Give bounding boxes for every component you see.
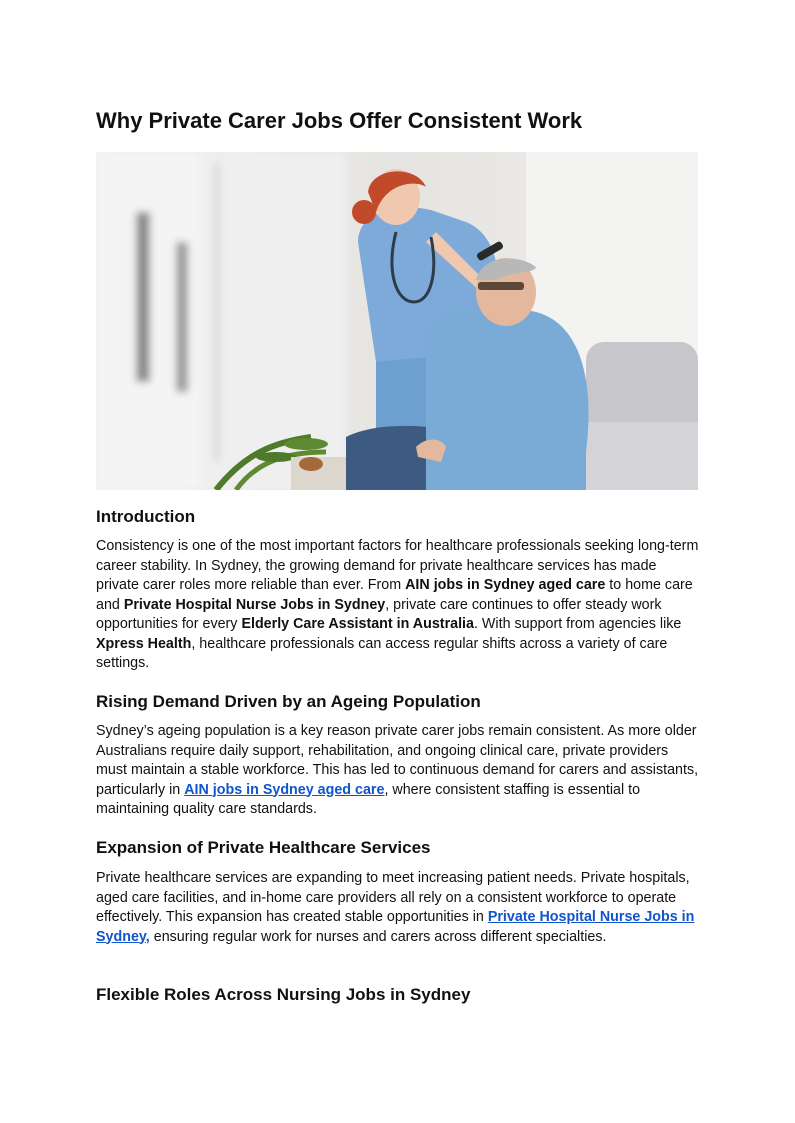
section-heading-flexible-roles: Flexible Roles Across Nursing Jobs in Sydney xyxy=(96,985,471,1004)
link-ain-jobs-sydney-aged-care[interactable]: AIN jobs in Sydney aged care xyxy=(184,781,385,798)
intro-text-2: to home care and xyxy=(96,577,693,613)
paragraph-rising-demand xyxy=(96,722,700,820)
page-title: Why Private Carer Jobs Offer Consistent Work xyxy=(96,108,583,133)
section-heading-introduction: Introduction xyxy=(96,507,196,526)
intro-bold-ain-jobs: AIN jobs in Sydney aged care xyxy=(405,577,606,593)
paragraph-introduction xyxy=(96,537,700,674)
intro-text-4: . With support from agencies like xyxy=(473,616,682,632)
intro-bold-xpress-health: Xpress Health xyxy=(96,635,192,652)
section-heading-rising-demand: Rising Demand Driven by an Ageing Population xyxy=(96,692,481,711)
link-private-hospital-nurse-jobs[interactable]: Private Hospital Nurse Jobs in Sydney, xyxy=(96,909,695,945)
demand-text-1: Sydney’s ageing population is a key reason private carer jobs remain consistent. As more older Australians require daily support, rehabilitation, and ongoing clinical care, private providers must maintain a stable workforce. This has led to continuous demand for carers and assistants, particularly in xyxy=(96,723,699,798)
demand-text-2: , where consistent staffing is essential to maintaining quality care standards. xyxy=(96,781,641,817)
section-heading-expansion: Expansion of Private Healthcare Services xyxy=(96,838,431,857)
paragraph-expansion xyxy=(96,869,700,947)
intro-bold-elderly-care: Elderly Care Assistant in Australia xyxy=(241,616,474,632)
expansion-text-1: Private healthcare services are expanding to meet increasing patient needs. Private hospitals, aged care facilities, and in-home care providers all rely on a consistent workforce to operate effectively. This expansion has created stable opportunities in xyxy=(96,870,690,925)
intro-text-3: , private care continues to offer steady work opportunities for every xyxy=(96,596,662,632)
intro-text-1: Consistency is one of the most important factors for healthcare professionals seeking long-term career stability. In Sydney, the growing demand for private healthcare services has made private carer roles more reliable than ever. From xyxy=(96,538,699,593)
hero-illustration xyxy=(96,152,698,490)
hero-image xyxy=(96,152,698,490)
expansion-text-2: ensuring regular work for nurses and carers across different specialties. xyxy=(149,928,607,945)
intro-text-5: , healthcare professionals can access regular shifts across a variety of care settings. xyxy=(96,635,668,671)
intro-bold-private-hospital: Private Hospital Nurse Jobs in Sydney xyxy=(123,596,386,613)
